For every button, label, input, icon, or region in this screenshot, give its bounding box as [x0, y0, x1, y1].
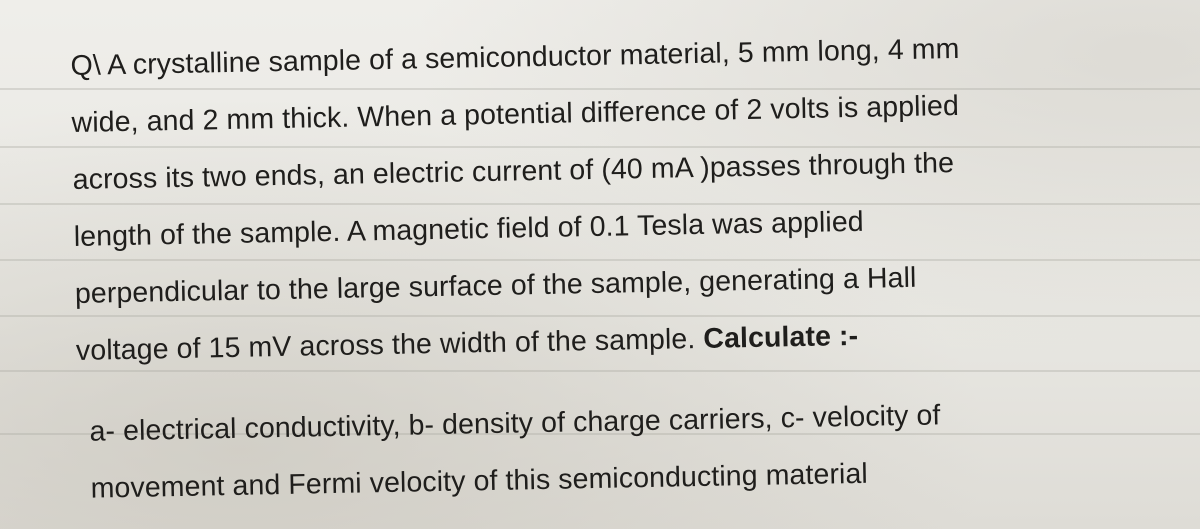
question-line-2: wide, and 2 mm thick. When a potential difference of 2 volts is applied	[71, 89, 960, 139]
question-line-6-text: voltage of 15 mV across the width of the sample.	[75, 322, 704, 367]
calculate-heading: Calculate :-	[703, 319, 859, 355]
task-line-1: a- electrical conductivity, b- density of charge carriers, c- velocity of	[89, 399, 941, 448]
question-line-1: Q\ A crystalline sample of a semiconductor material, 5 mm long, 4 mm	[70, 32, 960, 82]
question-line-5: perpendicular to the large surface of the sample, generating a Hall	[74, 261, 917, 310]
task-line-2: movement and Fermi velocity of this semiconducting material	[90, 457, 869, 505]
question-line-4: length of the sample. A magnetic field of 0.1 Tesla was applied	[73, 205, 865, 253]
question-text-block	[70, 17, 1179, 518]
question-line-3: across its two ends, an electric current of (40 mA )passes through the	[72, 147, 955, 196]
